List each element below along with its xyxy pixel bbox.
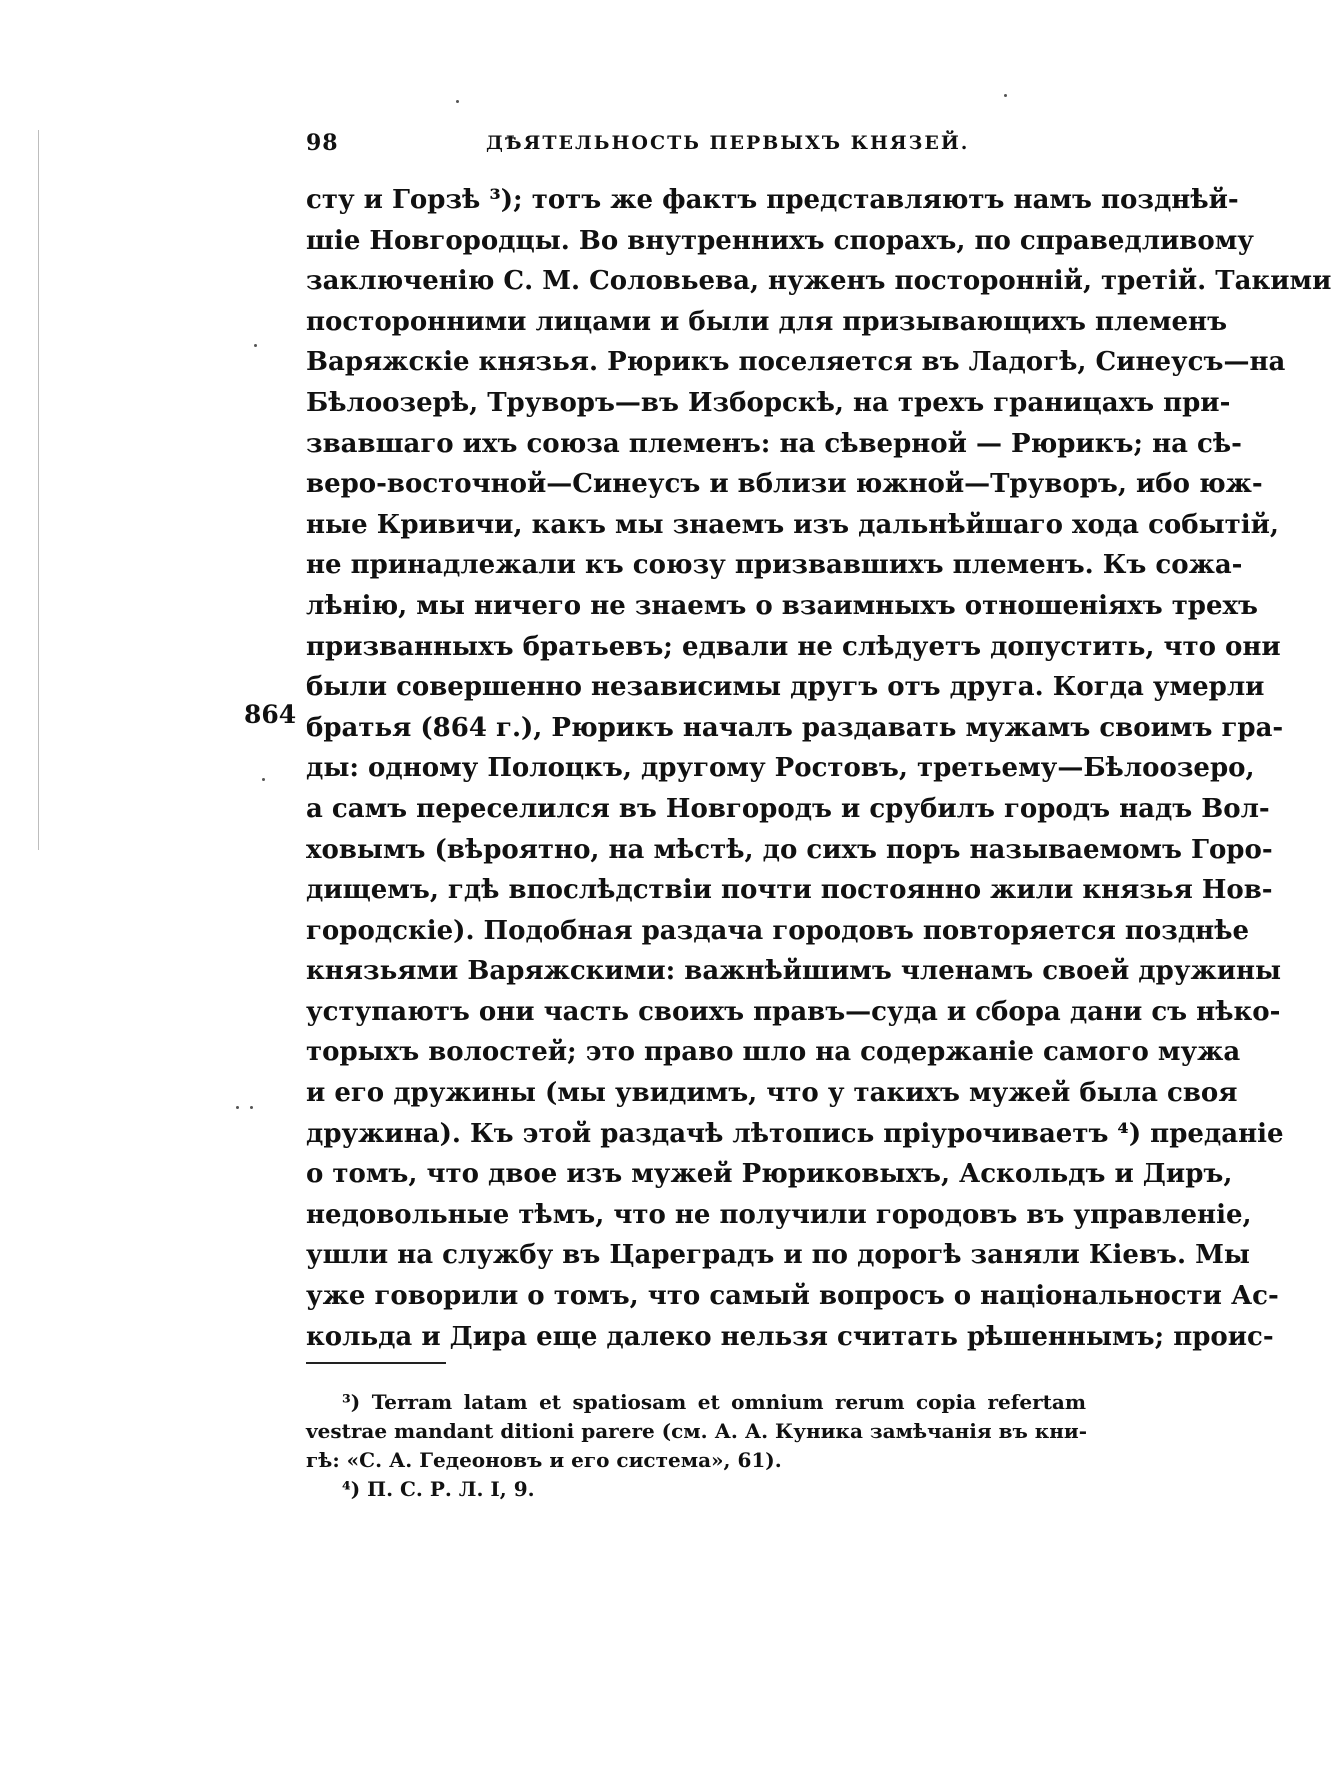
page-header	[306, 130, 1086, 166]
text-line: шіе Новгородцы. Во внутреннихъ спорахъ, по справедливому	[306, 225, 1254, 256]
text-line: были совершенно независимы другъ отъ друга. Когда умерли	[306, 672, 1265, 703]
text-line: ды: одному Полоцкъ, другому Ростовъ, третьему—Бѣлоозеро,	[306, 753, 1255, 784]
text-line: Варяжскіе князья. Рюрикъ поселяется въ Ладогѣ, Синеусъ—на	[306, 347, 1286, 378]
margin-year-note: 864	[244, 700, 297, 729]
text-line: недовольные тѣмъ, что не получили городовъ въ управленіе,	[306, 1199, 1252, 1230]
text-line: заключенію С. М. Соловьева, нуженъ посторонній, третій. Такими	[306, 266, 1331, 297]
text-line: дищемъ, гдѣ впослѣдствіи почти постоянно жили князья Нов-	[306, 875, 1273, 906]
footnote-3-line: ³) Terram latam et spatiosam et omnium rerum copia refertam	[342, 1390, 1086, 1414]
text-line: уступаютъ они часть своихъ правъ—суда и сбора дани съ нѣко-	[306, 996, 1281, 1027]
scan-speck	[456, 100, 459, 103]
text-line: братья (864 г.), Рюрикъ началъ раздавать мужамъ своимъ гра-	[306, 712, 1284, 743]
text-line: уже говорили о томъ, что самый вопросъ о національности Ас-	[306, 1281, 1279, 1312]
body-text	[306, 180, 1331, 1357]
scan-speck	[254, 344, 257, 347]
scan-edge-line	[38, 130, 39, 850]
footnote-3-line: vestrae mandant ditioni parere (см. А. А. Куника замѣчанія въ кни-	[306, 1419, 1088, 1443]
running-title: ДѢЯТЕЛЬНОСТЬ ПЕРВЫХЪ КНЯЗЕЙ.	[486, 132, 970, 154]
text-line: а самъ переселился въ Новгородъ и срубилъ городъ надъ Вол-	[306, 793, 1270, 824]
footnotes	[306, 1388, 1086, 1504]
text-line: звавшаго ихъ союза племенъ: на сѣверной — Рюрикъ; на сѣ-	[306, 428, 1242, 459]
text-line: не принадлежали къ союзу призвавшихъ племенъ. Къ сожа-	[306, 550, 1243, 581]
scan-speck	[236, 1106, 239, 1109]
scan-speck	[250, 1106, 253, 1109]
scan-speck	[1004, 94, 1007, 97]
text-line: дружина). Къ этой раздачѣ лѣтопись пріурочиваетъ ⁴) преданіе	[306, 1118, 1284, 1149]
text-line: князьями Варяжскими: важнѣйшимъ членамъ своей дружины	[306, 956, 1282, 987]
text-line: ные Кривичи, какъ мы знаемъ изъ дальнѣйшаго хода событій,	[306, 509, 1279, 540]
text-line: Бѣлоозерѣ, Труворъ—въ Изборскѣ, на трехъ границахъ при-	[306, 387, 1231, 418]
text-line: кольда и Дира еще далеко нельзя считать рѣшеннымъ; проис-	[306, 1321, 1274, 1352]
footnote-separator	[306, 1362, 446, 1364]
text-line: о томъ, что двое изъ мужей Рюриковыхъ, Аскольдъ и Диръ,	[306, 1159, 1233, 1190]
page-number: 98	[306, 130, 339, 156]
text-line: сту и Горзѣ ³); тотъ же фактъ представляютъ намъ позднѣй-	[306, 185, 1239, 215]
scan-speck	[262, 778, 265, 781]
text-line: посторонними лицами и были для призывающихъ племенъ	[306, 306, 1228, 337]
text-line: веро-восточной—Синеусъ и вблизи южной—Труворъ, ибо юж-	[306, 469, 1263, 500]
text-line: лѣнію, мы ничего не знаемъ о взаимныхъ отношеніяхъ трехъ	[306, 590, 1258, 621]
text-line: ховымъ (вѣроятно, на мѣстѣ, до сихъ поръ называемомъ Горо-	[306, 834, 1273, 865]
text-line: ушли на службу въ Цареградъ и по дорогѣ заняли Кіевъ. Мы	[306, 1240, 1250, 1271]
text-line: и его дружины (мы увидимъ, что у такихъ мужей была своя	[306, 1078, 1238, 1109]
text-line: призванныхъ братьевъ; едвали не слѣдуетъ допустить, что они	[306, 631, 1281, 662]
text-line: городскіе). Подобная раздача городовъ повторяется позднѣе	[306, 915, 1250, 946]
footnote-4-line: ⁴) П. С. Р. Л. I, 9.	[342, 1477, 535, 1501]
footnote-3-line: гѣ: «С. А. Гедеоновъ и его система», 61).	[306, 1448, 782, 1472]
text-line: торыхъ волостей; это право шло на содержаніе самого мужа	[306, 1037, 1241, 1068]
